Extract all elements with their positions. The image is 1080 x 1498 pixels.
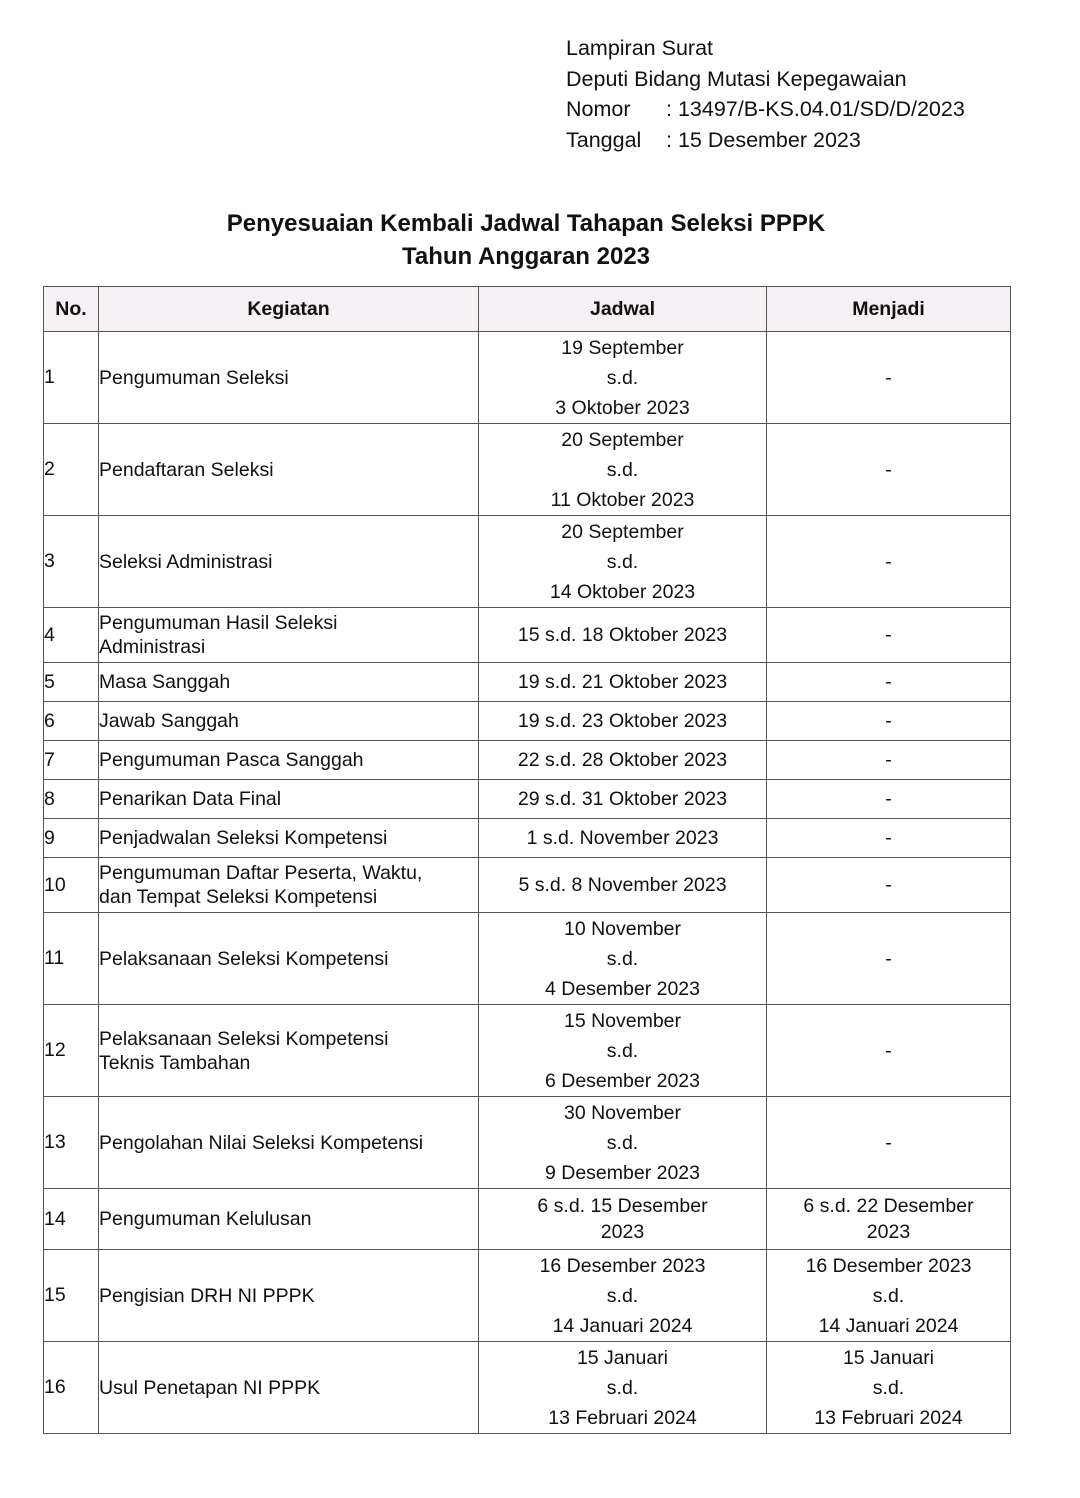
schedule-cell-line: 30 November [563,1101,682,1124]
schedule-cell-line: s.d. [606,1376,639,1399]
schedule-cell-line: s.d. [606,458,639,481]
table-row [44,858,1011,913]
revised-schedule-cell-line: 15 Januari [842,1346,935,1369]
revised-schedule-cell-line: - [885,1131,892,1154]
schedule-cell [479,332,767,424]
activity-cell [99,702,479,741]
activity-cell-line: dan Tempat Seleksi Kompetensi [99,886,378,908]
activity-cell-line: Penjadwalan Seleksi Kompetensi [99,827,388,849]
document-title-line-1: Penyesuaian Kembali Jadwal Tahapan Seleksi PPPK [226,210,826,237]
row-number: 8 [44,780,99,819]
activity-cell-line: Jawab Sanggah [99,710,239,732]
revised-schedule-cell [767,1189,1011,1250]
revised-schedule-cell [767,1005,1011,1097]
revised-schedule-cell-line: - [885,671,892,693]
schedule-cell [479,913,767,1005]
activity-cell [99,741,479,780]
schedule-cell-line: 19 September [561,336,684,359]
revised-schedule-cell-line: 16 Desember 2023 [805,1254,972,1277]
activity-cell [99,424,479,516]
revised-schedule-cell [767,780,1011,819]
activity-cell [99,1097,479,1189]
schedule-cell [479,1005,767,1097]
schedule-cell-line: 5 s.d. 8 November 2023 [518,874,727,896]
table-row [44,1189,1011,1250]
revised-schedule-cell-line: - [885,827,892,849]
schedule-cell-line: 19 s.d. 21 Oktober 2023 [517,671,728,693]
activity-cell-line: Pengisian DRH NI PPPK [99,1284,315,1307]
activity-cell-line: Pengumuman Hasil Seleksi [99,612,338,634]
activity-cell [99,1342,479,1434]
revised-schedule-cell-line: - [885,550,892,573]
revised-schedule-cell-line: - [885,874,892,896]
activity-cell-line: Pengumuman Seleksi [99,366,289,389]
activity-cell [99,1250,479,1342]
schedule-cell-line: 3 Oktober 2023 [555,396,690,419]
letter-number-value: : 13497/B-KS.04.01/SD/D/2023 [666,97,965,121]
schedule-cell [479,1189,767,1250]
revised-schedule-cell [767,608,1011,663]
schedule-cell-line: 29 s.d. 31 Oktober 2023 [517,788,728,810]
schedule-cell [479,1342,767,1434]
activity-cell-line: Masa Sanggah [99,671,231,693]
table-row [44,913,1011,1005]
schedule-cell-line: 11 Oktober 2023 [550,488,695,511]
schedule-cell-line: 14 Oktober 2023 [549,580,696,603]
row-number: 2 [44,424,99,516]
header-kegiatan: Kegiatan [99,287,479,332]
revised-schedule-cell-line: - [885,788,892,810]
schedule-cell [479,780,767,819]
schedule-cell-line: s.d. [606,947,639,970]
revised-schedule-cell-line: - [885,366,892,389]
activity-cell [99,1005,479,1097]
row-number: 7 [44,741,99,780]
document-title [0,207,1052,273]
row-number: 1 [44,332,99,424]
letter-issuer: Deputi Bidang Mutasi Kepegawaian [566,66,907,91]
revised-schedule-cell-line: - [885,458,892,481]
activity-cell [99,913,479,1005]
revised-schedule-cell [767,741,1011,780]
header-jadwal: Jadwal [479,287,767,332]
revised-schedule-cell-line: s.d. [872,1284,905,1307]
revised-schedule-cell [767,858,1011,913]
schedule-cell [479,608,767,663]
revised-schedule-cell-line: - [885,749,892,771]
activity-cell [99,663,479,702]
row-number: 3 [44,516,99,608]
schedule-cell-line: 1 s.d. November 2023 [526,827,719,849]
revised-schedule-cell-line: 13 Februari 2024 [814,1406,963,1429]
schedule-cell-line: s.d. [606,1131,639,1154]
schedule-cell-line: 2023 [600,1221,645,1243]
schedule-cell-line: 9 Desember 2023 [544,1161,700,1184]
schedule-cell-line: 16 Desember 2023 [539,1254,706,1277]
revised-schedule-cell [767,1097,1011,1189]
revised-schedule-cell-line: - [885,624,892,646]
revised-schedule-cell [767,332,1011,424]
table-row [44,702,1011,741]
revised-schedule-cell-line: 2023 [866,1221,911,1243]
header-menjadi: Menjadi [767,287,1011,332]
document-title-line-2: Tahun Anggaran 2023 [401,243,651,270]
schedule-table [43,286,1011,1434]
schedule-cell [479,741,767,780]
revised-schedule-cell [767,913,1011,1005]
revised-schedule-cell-line: s.d. [872,1376,905,1399]
schedule-cell-line: 19 s.d. 23 Oktober 2023 [517,710,728,732]
table-body [44,332,1011,1434]
schedule-cell-line: 15 s.d. 18 Oktober 2023 [517,624,728,646]
table-row [44,741,1011,780]
schedule-cell-line: 15 Januari [576,1346,669,1369]
activity-cell-line: Pengumuman Kelulusan [99,1208,312,1230]
table-row [44,608,1011,663]
letter-number-label: Nomor [566,97,631,121]
schedule-cell [479,1097,767,1189]
row-number: 5 [44,663,99,702]
table-row [44,332,1011,424]
activity-cell-line: Pelaksanaan Seleksi Kompetensi [99,947,389,970]
revised-schedule-cell [767,516,1011,608]
schedule-cell-line: 15 November [563,1009,682,1032]
schedule-cell-line: 4 Desember 2023 [544,977,700,1000]
schedule-cell-line: 22 s.d. 28 Oktober 2023 [517,749,728,771]
revised-schedule-cell-line: - [885,1039,892,1062]
revised-schedule-cell [767,1342,1011,1434]
row-number: 6 [44,702,99,741]
row-number: 15 [44,1250,99,1342]
table-row [44,819,1011,858]
row-number: 13 [44,1097,99,1189]
revised-schedule-cell [767,819,1011,858]
revised-schedule-cell-line: - [885,947,892,970]
table-row [44,1250,1011,1342]
schedule-cell-line: s.d. [606,1039,639,1062]
schedule-cell [479,702,767,741]
row-number: 16 [44,1342,99,1434]
activity-cell-line: Seleksi Administrasi [99,550,273,573]
schedule-cell-line: s.d. [606,366,639,389]
letter-date-value: : 15 Desember 2023 [666,127,861,152]
activity-cell [99,608,479,663]
letter-reference-block [566,33,965,155]
activity-cell [99,819,479,858]
row-number: 10 [44,858,99,913]
schedule-cell [479,516,767,608]
letter-date-row [566,125,965,156]
row-number: 9 [44,819,99,858]
letter-date-label: Tanggal [566,127,642,152]
row-number: 11 [44,913,99,1005]
schedule-cell-line: s.d. [606,550,639,573]
table-row [44,424,1011,516]
schedule-cell [479,858,767,913]
table-row [44,663,1011,702]
activity-cell-line: Pengumuman Pasca Sanggah [99,749,364,771]
activity-cell-line: Teknis Tambahan [99,1051,251,1074]
revised-schedule-cell-line: 6 s.d. 22 Desember [803,1195,974,1217]
schedule-cell [479,663,767,702]
revised-schedule-cell-line: 14 Januari 2024 [818,1314,959,1337]
schedule-cell [479,1250,767,1342]
activity-cell [99,1189,479,1250]
table-header-row [44,287,1011,332]
table-row [44,1005,1011,1097]
activity-cell-line: Administrasi [99,636,206,658]
row-number: 14 [44,1189,99,1250]
activity-cell [99,780,479,819]
schedule-cell-line: 6 Desember 2023 [544,1069,700,1092]
table-row [44,1342,1011,1434]
schedule-cell-line: 20 September [561,520,684,543]
schedule-cell-line: 10 November [563,917,682,940]
row-number: 12 [44,1005,99,1097]
schedule-cell [479,819,767,858]
letter-attachment-label: Lampiran Surat [566,36,713,60]
table-row [44,780,1011,819]
activity-cell-line: Penarikan Data Final [99,788,282,810]
table-row [44,1097,1011,1189]
row-number: 4 [44,608,99,663]
schedule-cell-line: s.d. [606,1284,639,1307]
header-no: No. [44,287,99,332]
activity-cell-line: Pengumuman Daftar Peserta, Waktu, [99,862,423,884]
letter-number-row [566,94,965,125]
schedule-cell-line: 20 September [561,428,684,451]
table-row [44,516,1011,608]
activity-cell-line: Pelaksanaan Seleksi Kompetensi [99,1027,389,1050]
revised-schedule-cell [767,424,1011,516]
activity-cell [99,332,479,424]
schedule-cell [479,424,767,516]
activity-cell-line: Pengolahan Nilai Seleksi Kompetensi [99,1131,424,1154]
activity-cell-line: Pendaftaran Seleksi [99,458,274,481]
revised-schedule-cell-line: - [885,710,892,732]
activity-cell [99,516,479,608]
schedule-cell-line: 6 s.d. 15 Desember [537,1195,708,1217]
activity-cell [99,858,479,913]
schedule-cell-line: 13 Februari 2024 [548,1406,697,1429]
activity-cell-line: Usul Penetapan NI PPPK [99,1376,321,1399]
schedule-cell-line: 14 Januari 2024 [552,1314,693,1337]
revised-schedule-cell [767,663,1011,702]
revised-schedule-cell [767,702,1011,741]
revised-schedule-cell [767,1250,1011,1342]
